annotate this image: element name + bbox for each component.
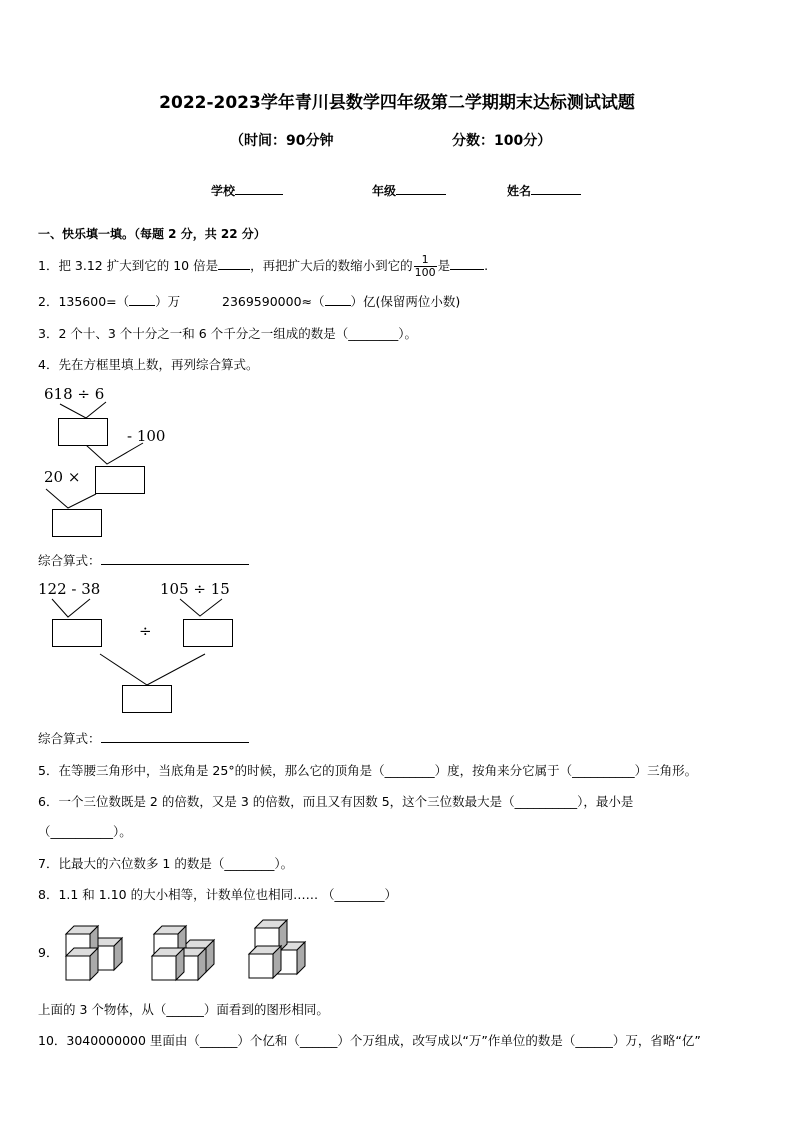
- q2-text-c: 2369590000≈（: [222, 294, 325, 309]
- diagram1-box-3[interactable]: [52, 509, 102, 537]
- question-5: 5．在等腰三角形中，当底角是 25°的时候，那么它的顶角是（________）度，按角来分它属于（__________）三角形。: [38, 763, 698, 778]
- section-heading: 一、快乐填一填。（每题 2 分，共 22 分）: [38, 227, 266, 241]
- question-8: 8．1.1 和 1.10 的大小相等，计数单位也相同…… （________）: [38, 887, 398, 902]
- question-3: 3．2 个十、3 个十分之一和 6 个千分之一组成的数是（________）。: [38, 326, 417, 341]
- exam-score: 分数：100分）: [452, 133, 552, 149]
- diagram2-right-expression: 105 ÷ 15: [160, 580, 230, 598]
- exam-time: （时间：90分钟: [230, 133, 334, 149]
- diagram2-box-2[interactable]: [183, 619, 233, 647]
- question-9-caption: 上面的 3 个物体，从（______）面看到的图形相同。: [38, 1002, 329, 1017]
- diagram1-minus: - 100: [127, 427, 166, 445]
- question-6-line1: 6．一个三位数既是 2 的倍数，又是 3 的倍数，而且又有因数 5，这个三位数最大是（__________），最小是: [38, 794, 634, 809]
- q2-text-a: 2．135600=（: [38, 294, 130, 309]
- q2-text-d: ）亿(保留两位小数): [350, 294, 461, 309]
- diagram2-box-1[interactable]: [52, 619, 102, 647]
- formula-2-blank[interactable]: [101, 731, 249, 743]
- page-title: 2022-2023学年青川县数学四年级第二学期期末达标测试试题: [159, 93, 635, 113]
- formula-1: [38, 551, 249, 569]
- cube-figure-3: [245, 916, 325, 982]
- question-9-label: 9．: [38, 945, 59, 960]
- q1-text-b: ，再把扩大后的数缩小到它的: [250, 258, 413, 273]
- diagram1-box-2[interactable]: [95, 466, 145, 494]
- school-label: 学校: [211, 184, 236, 198]
- name-label: 姓名: [507, 184, 532, 198]
- question-4: 4．先在方框里填上数，再列综合算式。: [38, 357, 259, 372]
- diagram1-box-1[interactable]: [58, 418, 108, 446]
- fraction-numerator: 1: [414, 254, 437, 267]
- diagram2-left-expression: 122 - 38: [38, 580, 101, 598]
- cube-figure-1: [60, 922, 140, 982]
- question-7: 7．比最大的六位数多 1 的数是（________）。: [38, 856, 294, 871]
- grade-label: 年级: [372, 184, 397, 198]
- formula-label: 综合算式：: [38, 731, 101, 746]
- q1-text-d: .: [484, 258, 489, 273]
- diagram2-box-3[interactable]: [122, 685, 172, 713]
- fraction-denominator: 100: [414, 266, 436, 279]
- q1-text-a: 1．把 3.12 扩大到它的 10 倍是: [38, 258, 219, 273]
- question-6-line2: （__________）。: [38, 824, 132, 839]
- diagram2-divide: ÷: [139, 622, 152, 640]
- q2-text-b: ）万: [155, 294, 181, 309]
- formula-2: [38, 729, 249, 747]
- formula-1-blank[interactable]: [101, 553, 249, 565]
- question-10: 10．3040000000 里面由（______）个亿和（______）个万组成，改写成以“万”作单位的数是（______）万，省略“亿”: [38, 1033, 701, 1048]
- q1-text-c: 是: [437, 258, 451, 273]
- diagram1-top-expression: 618 ÷ 6: [44, 385, 105, 403]
- diagram1-times: 20 ×: [44, 468, 81, 486]
- formula-label: 综合算式：: [38, 553, 101, 568]
- cube-figure-2: [150, 922, 230, 982]
